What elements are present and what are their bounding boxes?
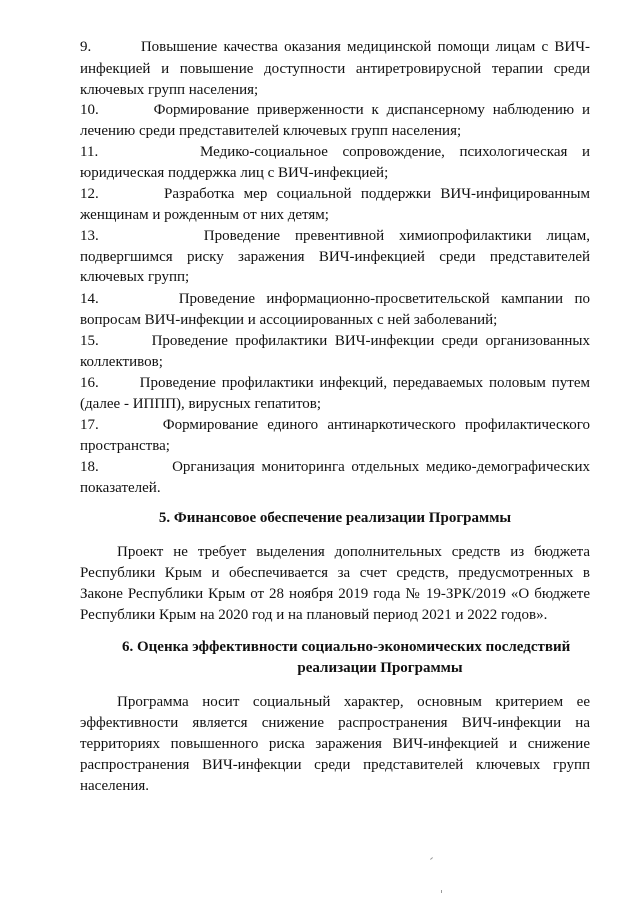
section-6-line-1: Программа носит социальный характер, основным критерием ее (117, 694, 590, 710)
list-item-18-line-1: 18. Организация мониторинга отдельных медико-демографических (80, 459, 590, 475)
list-item-9-line-3: ключевых групп населения; (80, 82, 259, 98)
scan-artifact (441, 890, 442, 893)
section-6-line-2: эффективности является снижение распространения ВИЧ-инфекции на (80, 715, 590, 731)
list-item-17-line-2: пространства; (80, 438, 170, 454)
list-item-11-line-2: юридическая поддержка лиц с ВИЧ-инфекцией; (80, 165, 389, 181)
section-5-line-3: Законе Республики Крым от 28 ноября 2019 года № 19-ЗРК/2019 «О бюджете (80, 586, 590, 602)
list-item-12-line-2: женщинам и рожденным от них детям; (80, 207, 329, 223)
list-item-11-line-1: 11. Медико-социальное сопровождение, психологическая и (80, 144, 590, 160)
list-item-17-line-1: 17. Формирование единого антинаркотического профилактического (80, 417, 590, 433)
section-6-line-3: территориях повышенного риска заражения ВИЧ-инфекцией и снижение (80, 736, 590, 752)
list-item-10-line-1: 10. Формирование приверженности к диспансерному наблюдению и (80, 102, 590, 118)
list-item-16-line-1: 16. Проведение профилактики инфекций, передаваемых половым путем (80, 375, 590, 391)
list-item-18-line-2: показателей. (80, 480, 161, 496)
section-6-heading-line-1: 6. Оценка эффективности социально-экономических последствий (122, 639, 571, 655)
list-item-16-line-2: (далее - ИППП), вирусных гепатитов; (80, 396, 322, 412)
list-item-14-line-1: 14. Проведение информационно-просветительской кампании по (80, 291, 590, 307)
list-item-15-line-2: коллективов; (80, 354, 163, 370)
section-5-heading: 5. Финансовое обеспечение реализации Программы (158, 510, 512, 526)
list-item-10-line-2: лечению среди представителей ключевых групп населения; (80, 123, 462, 139)
section-5-line-4: Республики Крым на 2020 год и на плановый период 2021 и 2022 годов». (80, 607, 548, 623)
section-6-line-5: населения. (80, 778, 150, 794)
list-item-12-line-1: 12. Разработка мер социальной поддержки ВИЧ-инфицированным (80, 186, 590, 202)
section-6-line-4: распространения ВИЧ-инфекции среди представителей ключевых групп (80, 757, 590, 773)
scan-artifact (430, 857, 433, 860)
section-5-line-1: Проект не требует выделения дополнительных средств из бюджета (117, 544, 590, 560)
list-item-13-line-3: ключевых групп; (80, 269, 190, 285)
list-item-13-line-1: 13. Проведение превентивной химиопрофилактики лицам, (80, 228, 590, 244)
list-item-13-line-2: подвергшимся риску заражения ВИЧ-инфекцией среди представителей (80, 249, 590, 265)
list-item-9-line-2: инфекцией и повышение доступности антиретровирусной терапии среди (80, 61, 590, 77)
section-6-heading-line-2: реализации Программы (297, 660, 463, 676)
list-item-14-line-2: вопросам ВИЧ-инфекции и ассоциированных с ней заболеваний; (80, 312, 498, 328)
list-item-15-line-1: 15. Проведение профилактики ВИЧ-инфекции среди организованных (80, 333, 590, 349)
section-5-line-2: Республики Крым и обеспечивается за счет средств, предусмотренных в (80, 565, 590, 581)
list-item-9-line-1: 9. Повышение качества оказания медицинской помощи лицам с ВИЧ- (80, 39, 590, 55)
